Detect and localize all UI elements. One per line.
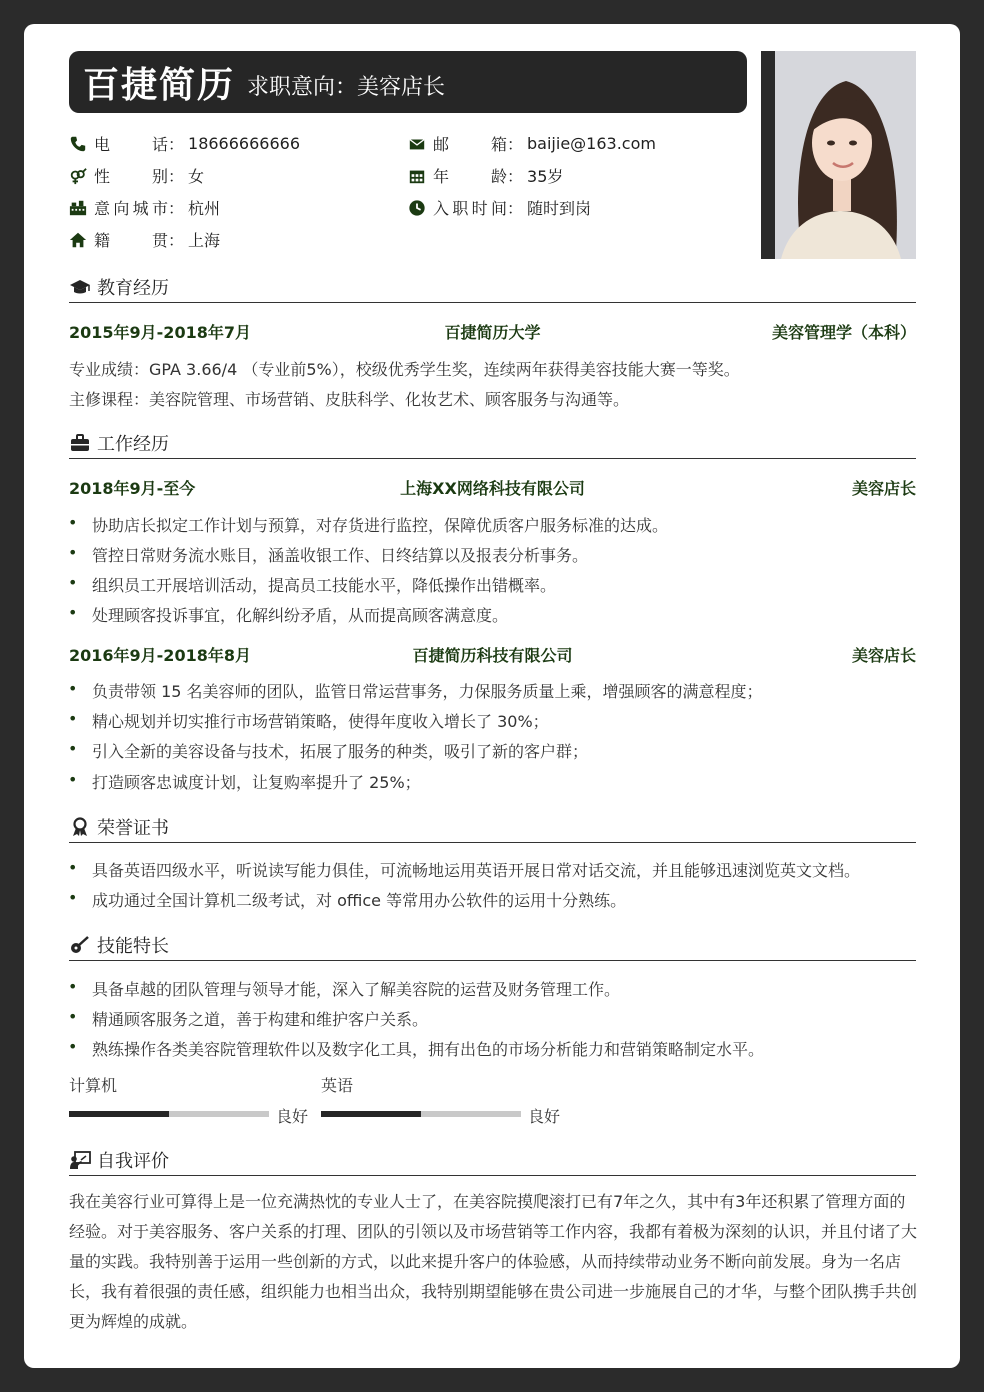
skill-bullet-text: 熟练操作各类美容院管理软件以及数字化工具，拥有出色的市场分析能力和营销策略制定水平。 [92,1040,765,1059]
skill-bar-fill [321,1111,421,1117]
job-bullet-text: 打造顾客忠诚度计划，让复购率提升了 25%； [92,773,421,792]
job-role: 美容店长 [851,479,916,498]
skill-bar-track [321,1111,521,1117]
work-title-text: 工作经历 [97,434,169,455]
job-bullet [69,709,549,732]
job-bullet [69,573,556,596]
job-bullet [69,770,421,793]
honor-bullet-text: 成功通过全国计算机二级考试，对 office 等常用办公软件的运用十分熟练。 [92,891,627,910]
calendar-icon [408,167,426,185]
building-icon [69,199,87,217]
phone-value: 18666666666 [188,134,300,153]
job-bullet-text: 负责带领 15 名美容师的团队，监管日常运营事务，力保服务质量上乘，增强顾客的满意程度； [92,682,763,701]
city-value: 杭州 [188,199,221,218]
job-period: 2016年9月-2018年8月 [69,646,251,665]
skill-bar-track [69,1111,269,1117]
education-line: 主修课程：美容院管理、市场营销、皮肤科学、化妆艺术、顾客服务与沟通等。 [69,390,630,409]
award-ribbon-icon [69,817,91,837]
start-label: 入职时间 [433,199,507,218]
email-label: 邮箱 [433,135,507,154]
education-title-text: 教育经历 [97,278,169,299]
info-city: 意向城市 ： 杭州 [69,196,220,219]
skill-bar-level: 良好 [528,1107,561,1126]
job-bullet-text: 组织员工开展培训活动，提高员工技能水平，降低操作出错概率。 [92,576,557,595]
job-bullet [69,543,588,566]
skill-bar-level: 良好 [276,1107,309,1126]
clock-icon [408,199,426,217]
job-company: 百捷简历科技有限公司 [412,646,573,665]
job-period: 2018年9月-至今 [69,479,196,498]
skill-bullet [69,977,620,1000]
self-section-title [69,1145,916,1176]
job-role: 美容店长 [851,646,916,665]
honor-bullet-text: 具备英语四级水平，听说读写能力俱佳，可流畅地运用英语开展日常对话交流，并且能够迅速浏览英文文档。 [92,861,861,880]
hometown-label: 籍贯 [94,231,168,250]
job-intent: 求职意向：美容店长 [247,74,446,100]
honor-bullet [69,888,626,911]
skill-bullet [69,1037,764,1060]
education-period: 2015年9月-2018年7月 [69,323,251,342]
info-start: 入职时间 ： 随时到岗 [408,196,591,219]
gender-icon [69,167,87,185]
gender-value: 女 [188,167,205,186]
resume-page [24,24,960,1368]
job-company: 上海XX网络科技有限公司 [400,479,585,498]
age-value: 35岁 [527,167,564,186]
home-icon [69,231,87,249]
info-hometown: 籍贯 ： 上海 [69,228,220,251]
info-age: 年龄 ： 35岁 [408,164,563,187]
job-bullet [69,513,668,536]
city-label: 意向城市 [94,199,168,218]
job-bullet-text: 处理顾客投诉事宜，化解纠纷矛盾，从而提高顾客满意度。 [92,606,509,625]
skill-bar-name: 计算机 [69,1076,118,1095]
phone-label: 电话 [94,135,168,154]
hometown-value: 上海 [188,231,221,250]
presenter-icon [69,1150,91,1170]
info-gender: 性别 ： 女 [69,164,204,187]
briefcase-icon [69,433,91,453]
job-bullet-text: 精心规划并切实推行市场营销策略，使得年度收入增长了 30%； [92,712,549,731]
skill-bullet-text: 具备卓越的团队管理与领导才能，深入了解美容院的运营及财务管理工作。 [92,980,621,999]
skills-section-title [69,930,916,961]
work-section-title [69,428,916,459]
self-title-text: 自我评价 [97,1151,169,1172]
job-bullet [69,739,588,762]
job-bullet-text: 协助店长拟定工作计划与预算，对存货进行监控，保障优质客户服务标准的达成。 [92,516,669,535]
candidate-name: 百捷简历 [83,64,236,106]
education-major: 美容管理学（本科） [771,323,916,342]
job-bullet-text: 引入全新的美容设备与技术，拓展了服务的种类，吸引了新的客户群； [92,742,589,761]
self-evaluation-text: 我在美容行业可算得上是一位充满热忱的专业人士了，在美容院摸爬滚打已有7年之久，其中有3年还积累了管理方面的经验。对于美容服务、客户关系的打理、团队的引领以及市场营销等工作内容，我都有着极为深刻的认识，并且付诸了大量的实践。我特别善于运用一些创新的方式，以此来提升客户的体验感，从而持续带动业务不断向前发展。身为一名店长，我有着很强的责任感，组织能力也相当出众，我特别期望能够在贵公司进一步施展自己的才华，与整个团队携手共创更为辉煌的成就。 [69,1192,918,1331]
education-line: 专业成绩：GPA 3.66/4 （专业前5%），校级优秀学生奖，连续两年获得美容技能大赛一等奖。 [69,360,740,379]
honor-bullet [69,858,860,881]
skill-bar-name: 英语 [321,1076,354,1095]
info-phone: 电话 ： 18666666666 [69,132,300,155]
email-value: baijie@163.com [527,134,656,153]
header-bar [69,51,747,113]
job-bullet [69,679,763,702]
job-bullet-text: 管控日常财务流水账目，涵盖收银工作、日终结算以及报表分析事务。 [92,546,589,565]
honors-title-text: 荣誉证书 [97,818,169,839]
education-section-title [69,272,916,303]
envelope-icon [408,135,426,153]
guitar-icon [69,935,91,955]
phone-icon [69,135,87,153]
skill-bullet-text: 精通顾客服务之道，善于构建和维护客户关系。 [92,1010,429,1029]
skills-title-text: 技能特长 [97,936,169,957]
graduation-cap-icon [69,277,91,297]
age-label: 年龄 [433,167,507,186]
skill-bar-fill [69,1111,169,1117]
info-email: 邮箱 ： baijie@163.com [408,132,656,155]
profile-photo [761,51,916,259]
gender-label: 性别 [94,167,168,186]
honors-section-title [69,812,916,843]
start-value: 随时到岗 [527,199,592,218]
job-bullet [69,603,508,626]
education-school: 百捷简历大学 [444,323,541,342]
skill-bullet [69,1007,428,1030]
